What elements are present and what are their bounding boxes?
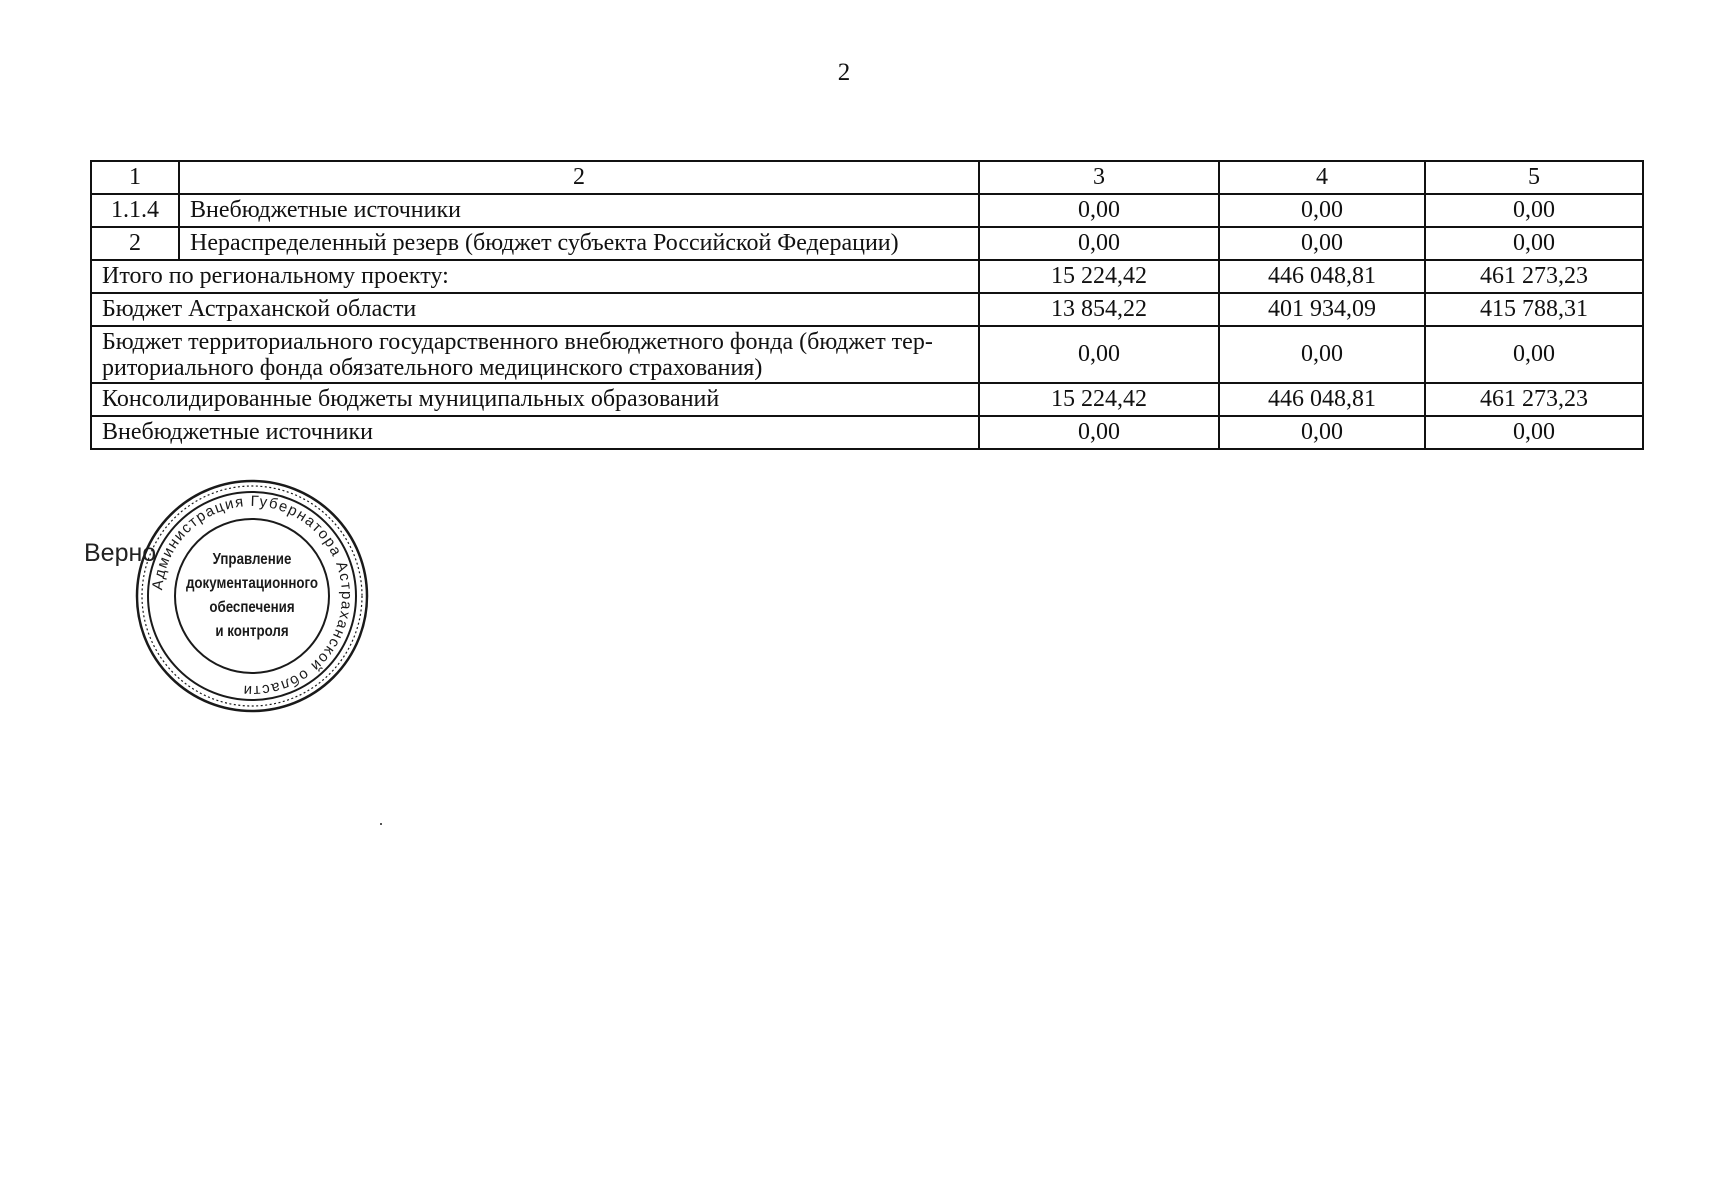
- value-cell: 13 854,22: [979, 293, 1219, 326]
- table-header-row: [91, 161, 1643, 194]
- value-cell: 446 048,81: [1219, 383, 1425, 416]
- summary-row: [91, 293, 1643, 326]
- seal-center-line: и контроля: [215, 623, 289, 640]
- value-cell: 415 788,31: [1425, 293, 1643, 326]
- value-cell: 0,00: [979, 227, 1219, 260]
- seal-center-line: обеспечения: [209, 599, 295, 616]
- seal-center-text: [183, 548, 321, 644]
- summary-row: [91, 383, 1643, 416]
- summary-row: [91, 260, 1643, 293]
- value-cell: 461 273,23: [1425, 383, 1643, 416]
- row-number: 2: [91, 227, 179, 260]
- value-cell: 0,00: [1425, 194, 1643, 227]
- summary-name: Внебюджетные источники: [91, 416, 979, 449]
- summary-row: [91, 326, 1643, 383]
- value-cell: 0,00: [1425, 416, 1643, 449]
- value-cell: 446 048,81: [1219, 260, 1425, 293]
- column-header: 4: [1219, 161, 1425, 194]
- verification-label: Верно: [84, 539, 157, 567]
- value-cell: 0,00: [1219, 326, 1425, 383]
- summary-row: [91, 416, 1643, 449]
- value-cell: 401 934,09: [1219, 293, 1425, 326]
- column-header: 5: [1425, 161, 1643, 194]
- summary-name: Итого по региональному проекту:: [91, 260, 979, 293]
- summary-name-line-1: Бюджет территориального государственного внебюджетного фонда (бюджет тер-: [102, 328, 933, 355]
- table-row: [91, 227, 1643, 260]
- value-cell: 461 273,23: [1425, 260, 1643, 293]
- value-cell: 0,00: [1219, 194, 1425, 227]
- scan-speck: [380, 823, 382, 825]
- summary-name: Бюджет Астраханской области: [91, 293, 979, 326]
- table-row: [91, 194, 1643, 227]
- column-header: 3: [979, 161, 1219, 194]
- value-cell: 0,00: [1219, 227, 1425, 260]
- page-number: 2: [837, 59, 851, 86]
- seal-ring-textpath: Администрация Губернатора Астраханской области: [149, 492, 356, 700]
- value-cell: 15 224,42: [979, 383, 1219, 416]
- value-cell: 0,00: [979, 326, 1219, 383]
- row-number: 1.1.4: [91, 194, 179, 227]
- value-cell: 0,00: [1425, 227, 1643, 260]
- seal-center-line: Управление: [212, 551, 292, 568]
- column-header: 1: [91, 161, 179, 194]
- value-cell: 0,00: [1219, 416, 1425, 449]
- value-cell: 0,00: [979, 194, 1219, 227]
- value-cell: 0,00: [1425, 326, 1643, 383]
- summary-name: Консолидированные бюджеты муниципальных образований: [91, 383, 979, 416]
- value-cell: 0,00: [979, 416, 1219, 449]
- budget-table: [90, 160, 1644, 450]
- column-header: 2: [179, 161, 979, 194]
- summary-name: [91, 326, 979, 383]
- row-name: Внебюджетные источники: [179, 194, 979, 227]
- value-cell: 15 224,42: [979, 260, 1219, 293]
- summary-name-line-2: риториального фонда обязательного медицинского страхования): [102, 354, 763, 381]
- row-name: Нераспределенный резерв (бюджет субъекта Российской Федерации): [179, 227, 979, 260]
- seal-center-line: документационного: [185, 575, 319, 592]
